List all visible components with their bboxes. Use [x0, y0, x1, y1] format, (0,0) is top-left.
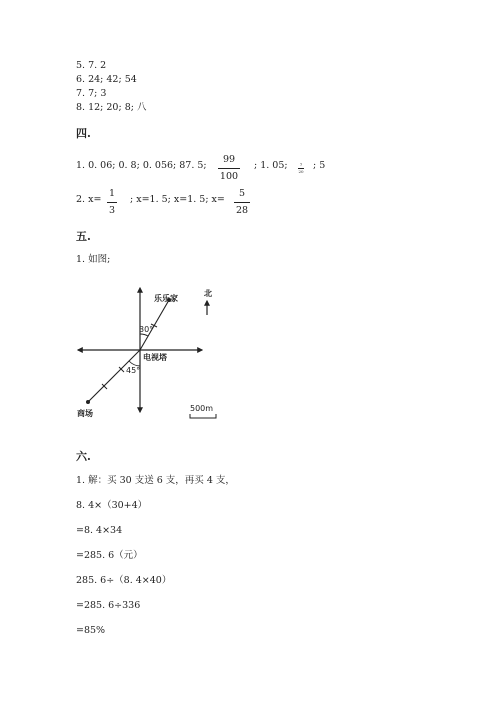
label-angle-30: 30°: [139, 325, 154, 334]
fraction-numerator: 7: [299, 162, 303, 167]
section-4-row2-mid: ; x=1. 5; x=1. 5; x=: [130, 194, 225, 205]
solution-line-5: 285. 6÷（8. 4×40）: [76, 575, 172, 586]
angle-arc-30: [140, 334, 148, 336]
solution-line-4: =285. 6（元）: [76, 550, 143, 561]
label-mall: 商场: [77, 409, 93, 418]
fraction-numerator: 99: [222, 154, 236, 165]
scale-bar: [190, 414, 216, 418]
section-6-heading: 六.: [76, 450, 91, 463]
section-4-heading: 四.: [76, 127, 91, 140]
solution-line-3: =8. 4×34: [76, 525, 123, 536]
fraction-denominator: 100: [219, 170, 239, 182]
label-home: 乐乐家: [154, 294, 178, 303]
section-4-row1-suffix: ; 5: [313, 160, 326, 171]
answer-line-7: 7. 7; 3: [76, 88, 107, 99]
fraction-denominator: 28: [235, 204, 249, 216]
fraction-numerator: 1: [108, 188, 116, 199]
fraction-numerator: 5: [238, 188, 246, 199]
section-4-row2-prefix: 2. x=: [76, 194, 102, 205]
label-angle-45: 45°: [126, 366, 141, 375]
solution-line-1: 1. 解：买 30 支送 6 支，再买 4 支，: [76, 475, 235, 486]
solution-line-7: =85%: [76, 625, 106, 636]
solution-line-2: 8. 4×（30+4）: [76, 500, 148, 511]
fraction-denominator: 20: [298, 169, 304, 174]
answer-line-6: 6. 24; 42; 54: [76, 74, 137, 85]
section-5-item: 1. 如图;: [76, 254, 111, 265]
section-5-heading: 五.: [76, 230, 91, 243]
line-to-mall: [88, 350, 140, 402]
mall-point: [86, 400, 90, 404]
section-4-row1-mid: ; 1. 05;: [254, 160, 288, 171]
fraction-denominator: 3: [108, 204, 116, 216]
answer-line-5: 5. 7. 2: [76, 60, 107, 71]
solution-line-6: =285. 6÷336: [76, 600, 141, 611]
label-scale: 500m: [190, 404, 214, 413]
section-4-row1-prefix: 1. 0. 06; 0. 8; 0. 056; 87. 5;: [76, 160, 207, 171]
label-tower: 电视塔: [143, 353, 167, 362]
answer-line-8: 8. 12; 20; 8; 八: [76, 102, 147, 113]
label-north: 北: [204, 289, 212, 298]
